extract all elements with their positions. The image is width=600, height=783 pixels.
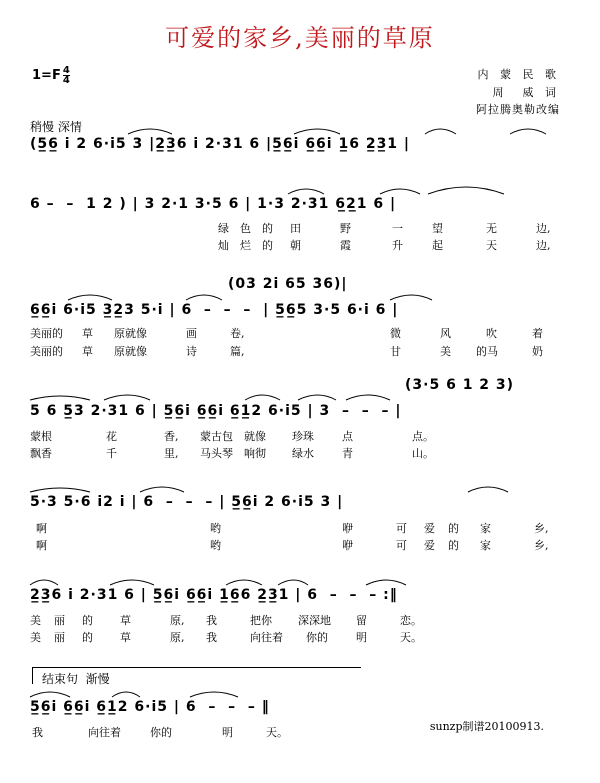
- lyrics-verse1-row6: 美 丽 的 草 原, 我 把你 深深地 留 恋。: [30, 614, 422, 627]
- slur: [112, 692, 140, 697]
- lyrics-verse2-row3: 美丽的 草 原就像 诗 篇, 甘 美 的马 奶: [30, 345, 543, 358]
- song-title: 可爱的家乡,美丽的草原: [165, 24, 435, 52]
- lyrics-verse1-row5: 啊 哟 咿 可 爱 的 家 乡,: [36, 522, 549, 535]
- slur: [510, 129, 546, 134]
- slur: [110, 580, 154, 585]
- lyrics-verse2-row4: 飘香 千 里, 马头琴 响彻 绿水 青 山。: [30, 447, 434, 460]
- notation-row-6: 2̲3̲6 i 2·31 6 | 5̲6̲i 6̲6̲i 1̲6̲6 2̲3̲1 | 6 – – – :‖: [30, 587, 398, 603]
- credit-arranger: 阿拉腾奥勒改编: [476, 103, 560, 116]
- slur: [346, 395, 390, 400]
- ending-label: 结束句 渐慢: [42, 672, 110, 686]
- notation-row-1: (5̲6̲ i 2 6·i5 3 |2̲3̲6 i 2·31 6 |5̲6̲i 6̲6̲i 1̲6 2̲3̲1 |: [30, 136, 411, 152]
- notation-row-7: 5̲6̲i 6̲6̲i 6̲1̲2 6·i5 | 6 – – – ‖: [30, 699, 270, 715]
- lyrics-ending: 我 向往着 你的 明 天。: [32, 726, 288, 739]
- lyrics-verse2-row2: 灿 烂 的 朝 霞 升 起 天 边,: [218, 239, 551, 252]
- slur: [390, 295, 432, 300]
- slur: [140, 487, 184, 492]
- notation-interlude: (3·5 6 1 2 3): [405, 377, 515, 393]
- notation-row-4: 5 6 5̲3 2·31 6 | 5̲6̲i 6̲6̲i 6̲1̲2 6·i5 | 3 – – – |: [30, 403, 402, 419]
- slur: [468, 487, 508, 492]
- slur: [380, 189, 420, 194]
- slur: [128, 129, 172, 134]
- slur: [104, 395, 150, 400]
- lyrics-verse1-row4: 蒙根 花 香, 蒙古包 就像 珍珠 点 点。: [30, 430, 434, 443]
- credit-lyricist: 周 威 词: [492, 86, 560, 99]
- slur: [245, 395, 280, 400]
- lyrics-verse2-row5: 啊 哟 咿 可 爱 的 家 乡,: [36, 539, 549, 552]
- lyrics-verse1-row3: 美丽的 草 原就像 画 卷, 微 风 吹 着: [30, 327, 543, 340]
- slur: [186, 295, 222, 300]
- slur: [30, 580, 58, 585]
- notation-intro: (03 2i 65 36)|: [228, 276, 348, 292]
- slur: [30, 692, 70, 697]
- slur: [30, 396, 90, 400]
- notation-row-5: 5·3 5·6 i2 i | 6 – – – | 5̲6̲i 2 6·i5 3 |: [30, 494, 344, 510]
- notation-row-2: 6 – – 1 2 ) | 3 2·1 3·5 6 | 1·3 2·31 6̲2̲1 6 |: [30, 196, 397, 212]
- lyrics-verse1-row2: 绿 色 的 田 野 一 望 无 边,: [218, 222, 551, 235]
- slur: [190, 692, 238, 697]
- slur: [278, 580, 308, 585]
- slur: [425, 129, 456, 134]
- slur: [226, 580, 262, 585]
- key-signature: 1=F $\frac{4}{4}$: [32, 65, 70, 86]
- slur: [428, 187, 504, 194]
- credit-genre: 内 蒙 民 歌: [477, 68, 560, 81]
- slur: [366, 580, 406, 585]
- tempo-marking: 稍慢 深情: [30, 120, 82, 134]
- slur: [294, 129, 340, 134]
- slur: [68, 295, 112, 300]
- slur: [30, 488, 90, 492]
- lyrics-verse2-row6: 美 丽 的 草 原, 我 向往着 你的 明 天。: [30, 631, 422, 644]
- transcriber-signature: sunzp制谱20100913.: [429, 720, 544, 733]
- slur: [288, 189, 324, 194]
- notation-row-3: 6̲6̲i 6·i5 3̲2̲3 5·i | 6 – – – | 5̲6̲5 3·5 6·i 6 |: [30, 302, 399, 318]
- time-signature: $\frac{4}{4}$: [62, 65, 70, 86]
- slur: [298, 395, 336, 400]
